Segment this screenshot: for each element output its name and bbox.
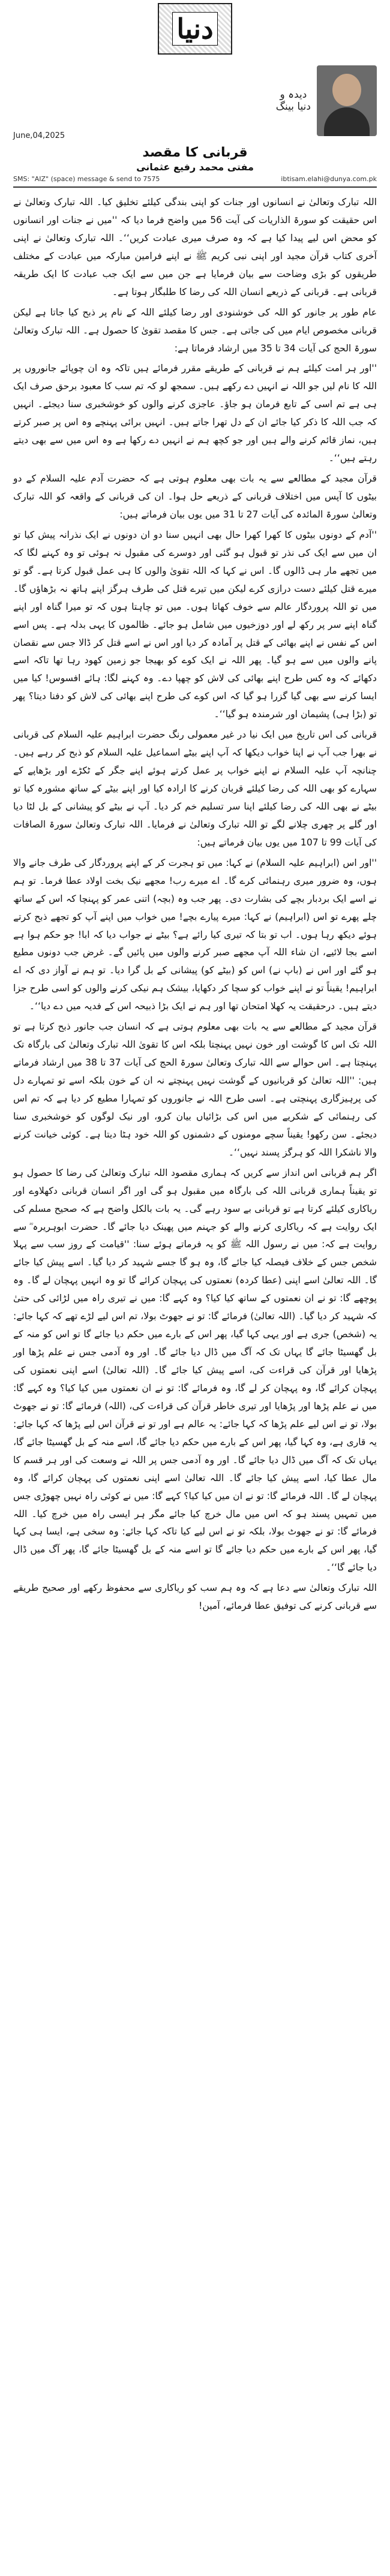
header-right — [181, 61, 377, 140]
masthead — [13, 0, 377, 58]
column-title: قربانی کا مقصد — [142, 145, 248, 160]
column-brand-line2: دنیا بینگ — [275, 101, 311, 113]
author-email[interactable]: ibtisam.elahi@dunya.com.pk — [281, 175, 377, 183]
article-paragraph: قرآن مجید کے مطالعے سے یہ بات بھی معلوم ہوتی ہے کہ حضرت آدم علیہ السلام کے دو بیٹوں کا آپس میں اختلاف قربانی کے ذریعے حل ہوا۔ ان کی قربانی کے واقعہ کو اللہ تبارک وتعالیٰ سورۃ المائدہ کی آیات 27 تا 31 میں یوں بیان فرماتے ہیں: — [13, 473, 377, 520]
article-paragraph: قرآن مجید کے مطالعے سے یہ بات بھی معلوم ہوتی ہے کہ انسان جب جانور ذبح کرتا ہے تو اللہ تک اس کا گوشت اور خون نہیں پہنچتا بلکہ اس کا تقویٰ اللہ تبارک وتعالیٰ کی بارگاہ تک پہنچتا ہے۔ اس حوالے سے اللہ تبارک وتعالیٰ سورۃ الحج کی آیات 37 تا 38 میں ارشاد فرماتے ہیں: ''اللہ تعالیٰ کو قربانیوں کے گوشت نہیں پہنچتے نہ ان کے خون بلکہ اسے تو تمہارے دل کی پرہیزگاری پہنچتی ہے۔ اسی طرح اللہ نے جانوروں کو تمہارا مطیع کر دیا ہے کہ تم اس کی رہنمائی کے شکریے میں اس کی بڑائیاں بیان کرو، اور نیک لوگوں کو خوشخبری سنا دیجئے۔ سن رکھو! یقیناً سچے مومنوں کے دشمنوں کو اللہ خود ہٹا دیتا ہے۔ کوئی خیانت کرنے والا ناشکرا اللہ کو ہرگز پسند نہیں‘‘۔ — [13, 1021, 377, 1158]
article-paragraph: ''آدم کے دونوں بیٹوں کا کھرا کھرا حال بھی انہیں سنا دو ان دونوں نے ایک نذرانہ پیش کیا تو ان میں سے ایک کی نذر تو قبول ہو گئی اور دوسرے کی مقبول نہ ہوئی تو وہ کہنے لگا کہ میں تجھے مار ہی ڈالوں گا۔ اس نے کہا کہ اللہ تقویٰ والوں کا ہی عمل قبول کرتا ہے۔ گو تو میرے قتل کیلئے دست درازی کرے لیکن میں تیرے قتل کی طرف ہرگز اپنے ہاتھ نہ بڑھاؤں گا۔ میں تو اللہ پروردگار عالم سے خوف کھاتا ہوں۔ میں تو چاہتا ہوں کہ تو میرا گناہ اور اپنے گناہ اپنے سر پر رکھ لے اور دوزخیوں میں شامل ہو جائے۔ ظالموں کا یہی بدلہ ہے۔ پس اسے اس کے نفس نے اپنے بھائی کے قتل پر آمادہ کر دیا اور اس نے اسے قتل کر ڈالا جس سے نقصان پانے والوں میں سے ہو گیا۔ پھر اللہ نے ایک کوے کو بھیجا جو زمین کھود رہا تھا تاکہ اسے دکھائے کہ وہ کس طرح اپنے بھائی کی لاش کو چھپا دے۔ وہ کہنے لگا: ہائے افسوس! کیا میں ایسا کرنے سے بھی گیا گزرا ہو گیا کہ اس کوے کی طرح اپنے بھائی کی لاش کو دفنا دیتا؟ پھر تو (بڑا ہی) پشیمان اور شرمندہ ہو گیا‘‘۔ — [13, 529, 377, 720]
title-row — [13, 145, 377, 173]
article-paragraph: ''اور اس (ابراہیم علیہ السلام) نے کہا: میں تو ہجرت کر کے اپنے پروردگار کی طرف جانے والا ہوں، وہ ضرور میری رہنمائی کرے گا۔ اے میرے رب! مجھے نیک بخت اولاد عطا فرما۔ تو ہم نے اسے ایک بردبار بچے کی بشارت دی۔ پھر جب وہ (بچہ) اتنی عمر کو پہنچا کہ اس کے ساتھ چلے پھرے تو اس (ابراہیم) نے کہا: میرے پیارے بچے! میں خواب میں اپنے آپ کو تجھے ذبح کرتے ہوئے دیکھ رہا ہوں۔ اب تو بتا کہ تیری کیا رائے ہے؟ بیٹے نے جواب دیا کہ ابا! جو حکم ہوا ہے اسے بجا لائیے، ان شاء اللہ آپ مجھے صبر کرنے والوں میں پائیں گے۔ غرض جب دونوں مطیع ہو گئے اور اس نے (باپ نے) اس کو (بیٹے کو) پیشانی کے بل گرا دیا۔ تو ہم نے آواز دی کہ اے ابراہیم! یقیناً تو نے اپنے خواب کو سچا کر دکھایا، بیشک ہم نیکی کرنے والوں کو اسی طرح جزا دیتے ہیں۔ درحقیقت یہ کھلا امتحان تھا اور ہم نے ایک بڑا ذبیحہ اس کے فدیہ میں دے دیا‘‘۔ — [13, 857, 377, 1012]
header-left — [13, 61, 181, 140]
author-name: مفتی محمد رفیع عثمانی — [136, 161, 254, 173]
logo-text: دنیا — [172, 12, 217, 46]
article-paragraph: اللہ تبارک وتعالیٰ نے انسانوں اور جنات کو اپنی بندگی کیلئے تخلیق کیا۔ اللہ تبارک وتعالیٰ نے اس حقیقت کو سورۃ الذاریات کی آیت 56 میں واضح فرما دیا کہ ''میں نے جنات اور انسانوں کو محض اس لیے پیدا کیا ہے کہ وہ صرف میری عبادت کریں‘‘۔ اللہ تبارک وتعالیٰ نے اپنی آخری کتاب قرآن مجید اور اپنی نبی کریم ﷺ نے اپنے فرامین مبارکہ میں عبادت کے مختلف طریقوں کو بڑی وضاحت سے بیان فرمایا ہے جن میں سے ایک جب عبادت کا ایک طریقہ قربانی ہے۔ قربانی کے ذریعے انسان اللہ کی رضا کا طلبگار ہوتا ہے۔ — [13, 197, 377, 297]
meta-row — [13, 175, 377, 183]
column-header — [13, 61, 377, 140]
column-brand — [276, 89, 311, 113]
article-body — [13, 194, 377, 1615]
article-paragraph: عام طور پر جانور کو اللہ کی خوشنودی اور رضا کیلئے اللہ کے نام پر ذبح کیا جاتا ہے لیکن قربانی مخصوص ایام میں کی جاتی ہے۔ جس کا مقصد تقویٰ کا حصول ہے۔ اللہ تبارک وتعالیٰ سورۃ الحج کی آیات 34 تا 35 میں ارشاد فرماتا ہے: — [13, 306, 377, 354]
article-paragraph: اگر ہم قربانی اس انداز سے کریں کہ ہماری مقصود اللہ تبارک وتعالیٰ کی رضا کا حصول ہو تو یقیناً ہماری قربانی اللہ کی بارگاہ میں مقبول ہو گی اور اگر انسان قربانی دکھلاوے اور ریاکاری کیلئے کرتا ہے تو قربانی بے سود رہے گی۔ یہ بات بالکل واضح ہے کہ صحیح مسلم کی ایک روایت ہے کہ ریاکاری کرنے والے کو جہنم میں پھینک دیا جائے گا۔ حضرت ابوہریرہ ؓ سے روایت ہے کہ: میں نے رسول اللہ ﷺ کو یہ فرماتے ہوئے سنا: ''قیامت کے روز سب سے پہلا شخص جس کے خلاف فیصلہ کیا جائے گا، وہ ہو گا جسے شہید کر دیا گیا۔ اسے پیش کیا جائے گا۔ اللہ تعالیٰ اسے اپنی (عطا کردہ) نعمتوں کی پہچان کرائے گا تو وہ انہیں پہچان لے گا۔ وہ پوچھے گا: تو نے ان نعمتوں کے ساتھ کیا کیا؟ وہ کہے گا: میں نے تیری راہ میں لڑائی کی حتیٰ کہ شہید کر دیا گیا۔ (اللہ تعالیٰ) فرمائے گا: تو نے جھوٹ بولا، تم اس لیے لڑے تھے کہ کہا جائے: یہ (شخص) جری ہے اور یہی کہا گیا، پھر اس کے بارے میں حکم دیا جائے گا تو اس کو منہ کے بل گھسیٹا جائے گا یہاں تک کہ آگ میں ڈال دیا جائے گا۔ اور وہ آدمی جس نے علم پڑھا اور پڑھایا اور قرآن کی قراءت کی، اسے پیش کیا جائے گا۔ (اللہ تعالیٰ) اسے اپنی نعمتوں کی پہچان کرائے گا، وہ پہچان کر لے گا، وہ فرمائے گا: تو نے ان نعمتوں میں کیا کیا؟ وہ کہے گا: میں نے علم پڑھا اور پڑھایا اور تیری خاطر قرآن کی قراءت کی، (اللہ) فرمائے گا: تو نے جھوٹ بولا، تو نے اس لیے علم پڑھا کہ کہا جائے: یہ عالم ہے اور تو نے قرآن اس لیے پڑھا کہ کہا جائے: یہ قاری ہے، وہ کہا گیا، پھر اس کے بارے میں حکم دیا جائے گا، اسے منہ کے بل گھسیٹا جائے گا، یہاں تک کہ آگ میں ڈال دیا جائے گا۔ اور وہ آدمی جس پر اللہ نے وسعت کی اور ہر قسم کا مال عطا کیا، اسے پیش کیا جائے گا۔ اللہ تعالیٰ اسے اپنی نعمتوں کی پہچان کرائے گا، وہ پہچان لے گا۔ اللہ فرمائے گا: تو نے ان میں کیا کیا؟ کہے گا: میں نے کوئی راہ نہیں چھوڑی جس میں تمہیں پسند ہو کہ اس میں مال خرچ کیا جائے مگر ہر ایسی راہ میں خرچ کیا۔ اللہ فرمائے گا: تو نے جھوٹ بولا، بلکہ تو نے اس لیے کیا تاکہ کہا جائے: وہ سخی ہے، ایسا ہی کہا گیا، پھر اس کے بارے میں حکم دیا جائے گا تو اسے منہ کے بل گھسیٹا جائے گا، پھر آگ میں ڈال دیا جائے گا‘‘۔ — [13, 1167, 377, 1573]
article-paragraph: اللہ تبارک وتعالیٰ سے دعا ہے کہ وہ ہم سب کو ریاکاری سے محفوظ رکھے اور صحیح طریقے سے قربانی کرنے کی توفیق عطا فرمائے، آمین! — [13, 1582, 377, 1612]
column-brand-line1: دیدہ و — [280, 88, 307, 101]
header-divider — [13, 186, 377, 188]
article-paragraph: ''اور ہر امت کیلئے ہم نے قربانی کے طریقے مقرر فرمائے ہیں تاکہ وہ ان چوپائے جانوروں پر اللہ کا نام لیں جو اللہ نے انہیں دے رکھے ہیں۔ سمجھ لو کہ تم سب کا معبود برحق صرف ایک ہی ہے تم اسی کے تابع فرمان ہو جاؤ۔ عاجزی کرنے والوں کو خوشخبری سنا دیجئے۔ انہیں کہ جب اللہ کا ذکر کیا جائے ان کے دل تھرا جاتے ہیں۔ انہیں برائی پہنچے وہ اس پر صبر کرتے ہیں، نماز قائم کرنے والے ہیں اور جو کچھ ہم نے انہیں دے رکھا ہے وہ اس میں سے بھی دیتے رہتے ہیں‘‘۔ — [13, 363, 377, 464]
sms-info: SMS: "AIZ" (space) message & send to 7575 — [13, 175, 160, 183]
publish-date: June,04,2025 — [13, 131, 65, 140]
author-photo — [317, 65, 377, 136]
newspaper-logo — [158, 3, 232, 55]
article-paragraph: قربانی کی اس تاریخ میں ایک نیا در غیر معمولی رنگ حضرت ابراہیم علیہ السلام کی قربانی نے بھرا جب آپ نے اپنا خواب دیکھا کہ آپ اپنے بیٹے اسماعیل علیہ السلام کو ذبح کر رہے ہیں۔ چنانچہ آپ علیہ السلام نے اپنے خواب پر عمل کرتے ہوئے اپنے جگر کے ٹکڑے اور بڑھاپے کے سہارے کو بھی اللہ کی رضا کیلئے قربان کرنے کا ارادہ کیا اور اپنے بیٹے کے ساتھ مشورہ کیا تو بیٹے نے بھی اللہ کی رضا کیلئے اپنا سر تسلیم خم کر دیا۔ آپ نے بیٹے کو پیشانی کے بل لٹا دیا اور گلے پر چھری چلانے لگے تو اللہ تبارک وتعالیٰ نے فرمایا۔ اللہ تبارک وتعالیٰ سورۃ الصافات کی آیات 99 تا 107 میں یوں بیان فرماتے ہیں: — [13, 729, 377, 848]
